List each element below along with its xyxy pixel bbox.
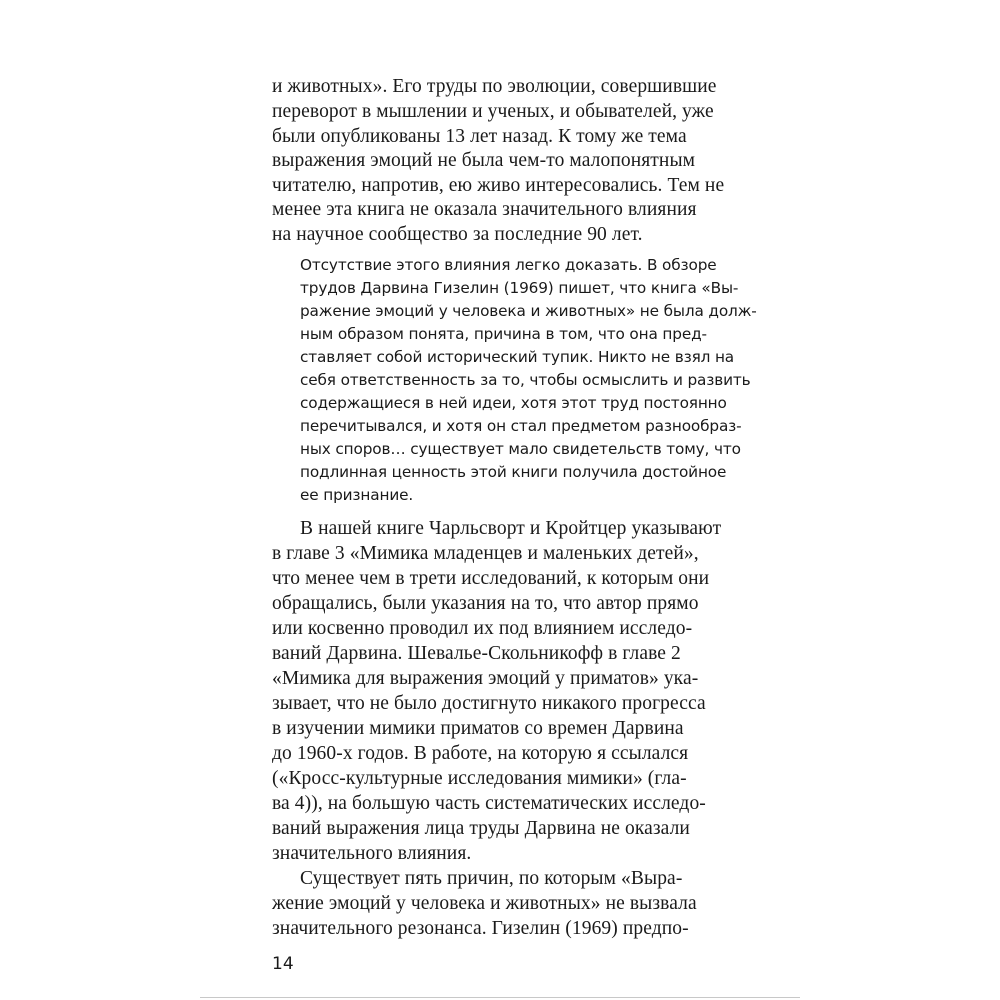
text-line: и животных». Его труды по эволюции, совершившие [272, 76, 717, 97]
quote-line: себя ответственность за то, чтобы осмыслить и развить [300, 371, 751, 389]
text-line: ваний Дарвина. Шевалье-Скольникофф в главе 2 [272, 643, 681, 664]
quote-line: ражение эмоций у человека и животных» не была долж- [300, 302, 757, 320]
text-line: до 1960-х годов. В работе, на которую я ссылался [272, 743, 689, 764]
quote-line: перечитывался, и хотя он стал предметом разнообраз- [300, 417, 742, 435]
text-line: обращались, были указания на то, что автор прямо [272, 593, 699, 614]
text-line: на научное сообщество за последние 90 лет. [272, 224, 643, 245]
quote-line: содержащиеся в ней идеи, хотя этот труд постоянно [300, 394, 727, 412]
quote-line: трудов Дарвина Гизелин (1969) пишет, что книга «Вы- [300, 279, 739, 297]
text-line: или косвенно проводил их под влиянием исследо- [272, 618, 693, 639]
quote-line: подлинная ценность этой книги получила достойное [300, 463, 727, 481]
text-line: ваний выражения лица труды Дарвина не оказали [272, 818, 690, 839]
page-number: 14 [272, 954, 294, 974]
text-line: были опубликованы 13 лет назад. К тому же тема [272, 126, 687, 147]
text-line: жение эмоций у человека и животных» не вызвала [272, 893, 697, 914]
text-line: («Кросс-культурные исследования мимики» (гла- [272, 768, 687, 789]
text-line: переворот в мышлении и ученых, и обывателей, уже [272, 101, 714, 122]
quote-line: Отсутствие этого влияния легко доказать. В обзоре [300, 256, 717, 274]
text-line: «Мимика для выражения эмоций у приматов» ука- [272, 668, 699, 689]
text-line: что менее чем в трети исследований, к которым они [272, 568, 710, 589]
text-line: читателю, напротив, ею живо интересовались. Тем не [272, 175, 725, 196]
text-line: в изучении мимики приматов со времен Дарвина [272, 718, 684, 739]
quote-line: ных споров… существует мало свидетельств тому, что [300, 440, 741, 458]
quote-line: ее признание. [300, 486, 414, 504]
quote-line: ставляет собой исторический тупик. Никто не взял на [300, 348, 735, 366]
text-line: значительного резонанса. Гизелин (1969) предпо- [272, 918, 689, 939]
quote-line: ным образом понята, причина в том, что она пред- [300, 325, 707, 343]
text-line: значительного влияния. [272, 843, 472, 864]
text-line: в главе 3 «Мимика младенцев и маленьких детей», [272, 543, 699, 564]
text-line: Существует пять причин, по которым «Выра- [300, 868, 683, 889]
bottom-divider [200, 997, 800, 998]
text-line: менее эта книга не оказала значительного влияния [272, 199, 697, 220]
text-line: выражения эмоций не была чем-то малопонятным [272, 150, 696, 171]
text-line: В нашей книге Чарльсворт и Кройтцер указывают [300, 518, 722, 539]
text-line: зывает, что не было достигнуто никакого прогресса [272, 693, 706, 714]
text-line: ва 4)), на большую часть систематических исследо- [272, 793, 706, 814]
